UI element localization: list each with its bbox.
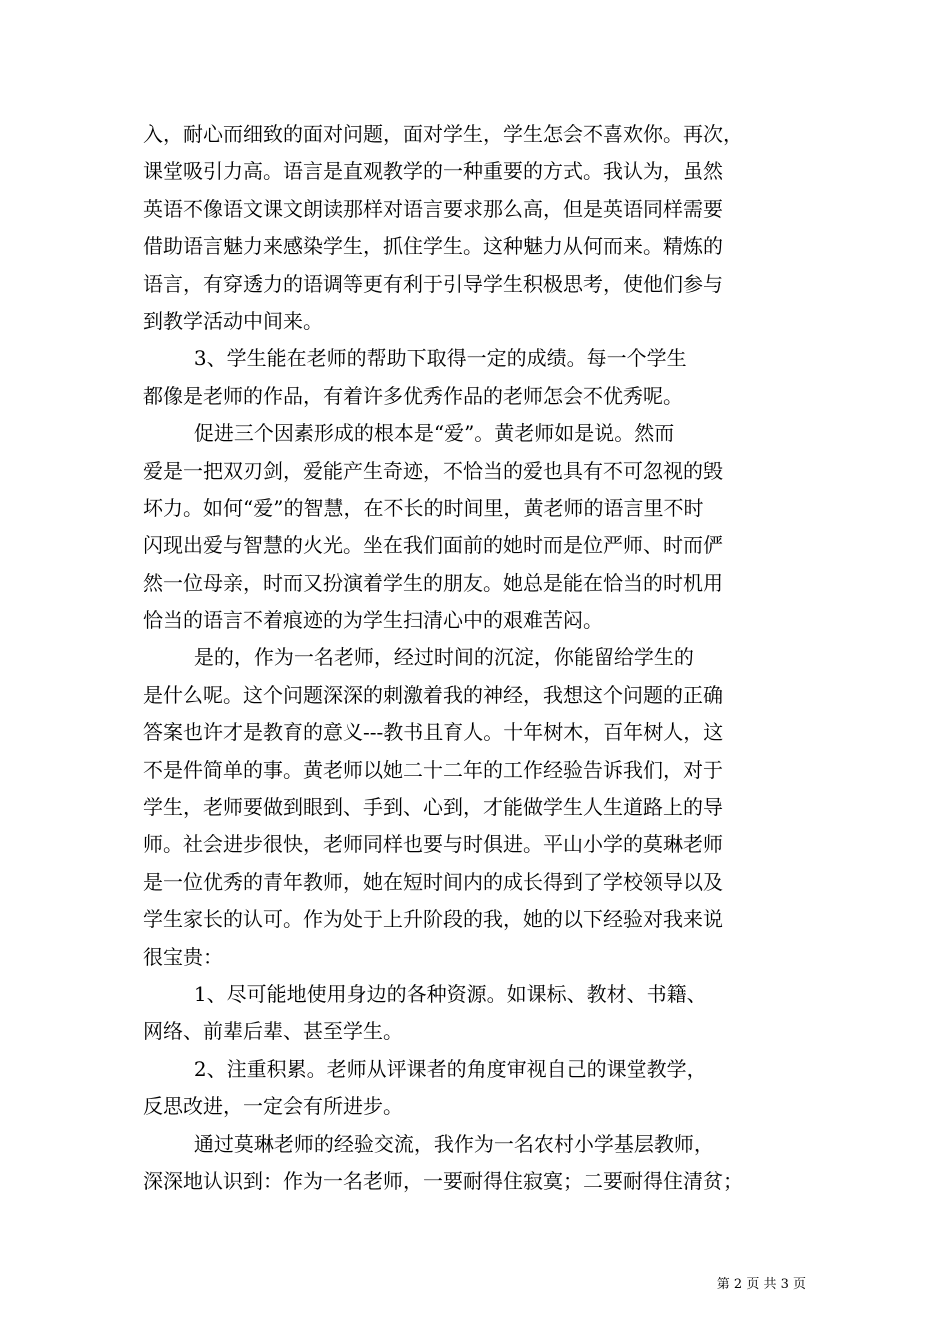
text-line: 师。社会进步很快，老师同样也要与时俱进。平山小学的莫琳老师 — [143, 832, 723, 857]
text-line: 2、注重积累。老师从评课者的角度审视自己的课堂教学， — [143, 1056, 707, 1081]
text-line: 学生，老师要做到眼到、手到、心到，才能做学生人生道路上的导 — [143, 795, 723, 820]
text-line: 入，耐心而细致的面对问题，面对学生，学生怎会不喜欢你。再次， — [143, 122, 743, 146]
text-line: 闪现出爱与智慧的火光。坐在我们面前的她时而是位严师、时而俨 — [143, 533, 723, 558]
text-line: 借助语言魅力来感染学生，抓住学生。这种魅力从何而来。精炼的 — [143, 234, 723, 259]
text-line: 答案也许才是教育的意义---教书且育人。十年树木，百年树人，这 — [143, 720, 724, 745]
text-line: 网络、前辈后辈、甚至学生。 — [143, 1019, 403, 1044]
text-line: 通过莫琳老师的经验交流，我作为一名农村小学基层教师， — [143, 1131, 714, 1156]
text-line: 3、学生能在老师的帮助下取得一定的成绩。每一个学生 — [143, 346, 687, 371]
text-line: 到教学活动中间来。 — [143, 308, 323, 333]
text-line: 很宝贵： — [143, 944, 223, 969]
text-line: 不是件简单的事。黄老师以她二十二年的工作经验告诉我们，对于 — [143, 757, 723, 782]
text-line: 促进三个因素形成的根本是“爱”。黄老师如是说。然而 — [143, 421, 675, 446]
text-line: 然一位母亲，时而又扮演着学生的朋友。她总是能在恰当的时机用 — [143, 570, 723, 595]
text-line: 语言，有穿透力的语调等更有利于引导学生积极思考，使他们参与 — [143, 271, 723, 296]
text-line: 都像是老师的作品，有着许多优秀作品的老师怎会不优秀呢。 — [143, 383, 683, 408]
text-line: 是的，作为一名老师，经过时间的沉淀，你能留给学生的 — [143, 645, 694, 670]
text-line: 恰当的语言不着痕迹的为学生扫清心中的艰难苦闷。 — [143, 608, 603, 633]
text-line: 坏力。如何“爱”的智慧，在不长的时间里，黄老师的语言里不时 — [143, 495, 704, 520]
body-text — [143, 116, 807, 1200]
text-line: 是什么呢。这个问题深深的刺激着我的神经，我想这个问题的正确 — [143, 682, 723, 707]
text-line: 爱是一把双刃剑，爱能产生奇迹，不恰当的爱也具有不可忽视的毁 — [143, 458, 723, 483]
text-line: 学生家长的认可。作为处于上升阶段的我，她的以下经验对我来说 — [143, 907, 723, 932]
text-line: 课堂吸引力高。语言是直观教学的一种重要的方式。我认为，虽然 — [143, 159, 723, 184]
text-line: 1、尽可能地使用身边的各种资源。如课标、教材、书籍、 — [143, 981, 707, 1006]
page-footer: 第 2 页 共 3 页 — [716, 1277, 806, 1292]
text-line: 英语不像语文课文朗读那样对语言要求那么高，但是英语同样需要 — [143, 196, 723, 221]
text-line: 深深地认识到：作为一名老师，一要耐得住寂寞；二要耐得住清贫； — [143, 1168, 743, 1193]
text-line: 是一位优秀的青年教师，她在短时间内的成长得到了学校领导以及 — [143, 869, 723, 894]
text-line: 反思改进，一定会有所进步。 — [143, 1094, 403, 1119]
